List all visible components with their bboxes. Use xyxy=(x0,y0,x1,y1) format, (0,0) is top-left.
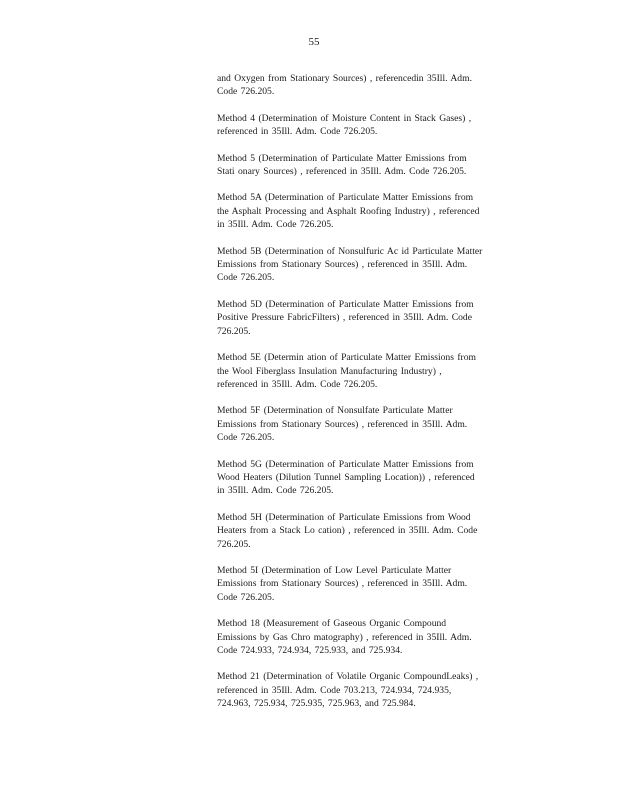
paragraph: Method 21 (Determination of Volatile Organic CompoundLeaks) , referenced in 35Ill. Adm. Code 703.213, 724.934, 724.935, 724.963, 725.934, 725.935, 725.963, and 725.984. xyxy=(217,671,479,710)
paragraph: Method 5E (Determin ation of Particulate Matter Emissions from the Wool Fiberglass Insulation Manufacturing Industry) , referenced in 35Ill. Adm. Code 726.205. xyxy=(217,352,476,390)
paragraph: Method 5H (Determination of Particulate Emissions from Wood Heaters from a Stack Lo cation) , referenced in 35Ill. Adm. Code 726.205. xyxy=(217,511,478,550)
paragraph: and Oxygen from Stationary Sources) , referencedin 35Ill. Adm. Code 726.205. xyxy=(217,73,472,98)
paragraph: Method 4 (Determination of Moisture Content in Stack Gases) , referenced in 35Ill. Adm. Code 726.205. xyxy=(217,112,472,138)
paragraph: Method 5A (Determination of Particulate Matter Emissions from the Asphalt Processing and Asphalt Roofing Industry) , referenced in 35Ill. Adm. Code 726.205. xyxy=(217,192,480,231)
paragraph: Method 5D (Determination of Particulate Matter Emissions from Positive Pressure FabricFilters) , referenced in 35Ill. Adm. Code 726.205. xyxy=(217,298,474,337)
paragraph: Method 5 (Determination of Particulate Matter Emissions from Stati onary Sources) , referenced in 35Ill. Adm. Code 726.205. xyxy=(217,152,467,178)
paragraph: Method 5I (Determination of Low Level Particulate Matter Emissions from Stationary Sources) , referenced in 35Ill. Adm. Code 726.205. xyxy=(217,564,468,603)
paragraph: Method 5F (Determination of Nonsulfate Particulate Matter Emissions from Stationary Sources) , referenced in 35Ill. Adm. Code 726.205. xyxy=(217,405,468,444)
paragraph: Method 5B (Determination of Nonsulfuric Ac id Particulate Matter Emissions from Stationary Sources) , referenced in 35Ill. Adm. Code 726.205. xyxy=(217,245,483,284)
paragraph: Method 5G (Determination of Particulate Matter Emissions from Wood Heaters (Dilution Tunnel Sampling Location)) , referenced in 35Ill. Adm. Code 726.205. xyxy=(217,458,475,497)
paragraph: Method 18 (Measurement of Gaseous Organic Compound Emissions by Gas Chro matography) , referenced in 35Ill. Adm. Code 724.933, 724.934, 725.933, and 725.934. xyxy=(217,618,472,656)
page-number: 55 xyxy=(308,36,320,48)
body-text xyxy=(217,72,535,724)
